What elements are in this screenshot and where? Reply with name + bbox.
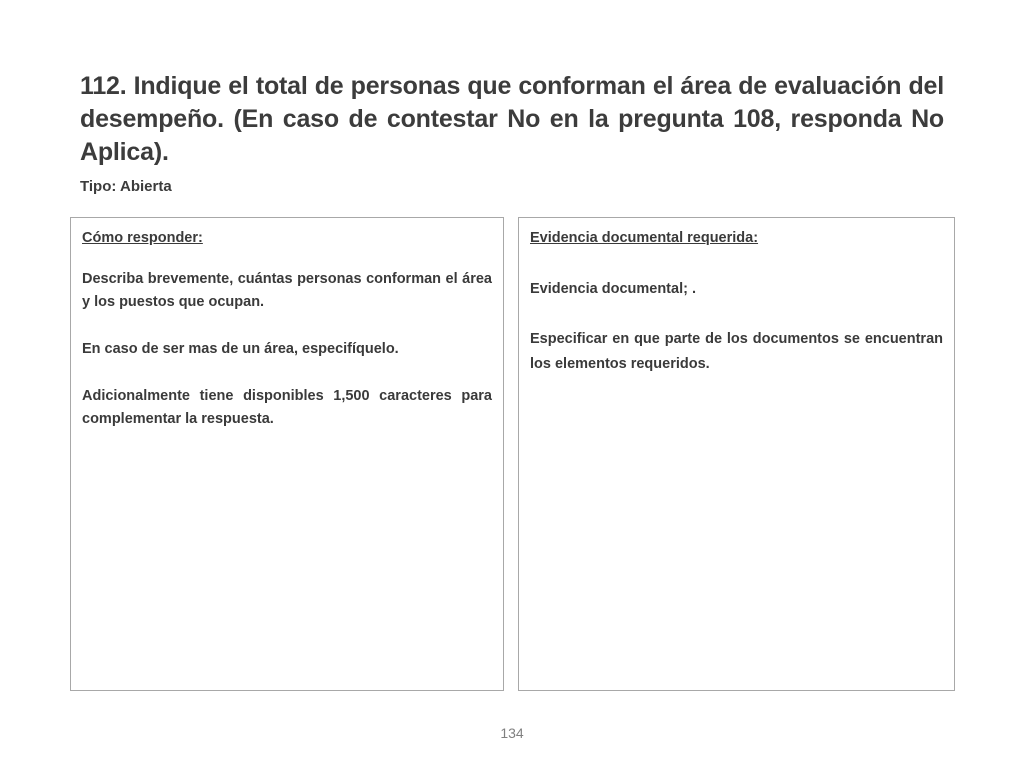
required-evidence-content: [530, 228, 943, 377]
how-to-answer-panel: [70, 217, 504, 691]
required-evidence-heading: Evidencia documental requerida:: [530, 230, 759, 246]
required-evidence-paragraph: Evidencia documental; .: [530, 281, 696, 297]
how-to-answer-paragraph: En caso de ser mas de un área, especifíquelo.: [82, 341, 399, 357]
required-evidence-panel: [518, 217, 955, 691]
required-evidence-paragraph: Especificar en que parte de los documentos se encuentran los elementos requeridos.: [530, 331, 943, 372]
how-to-answer-content: [82, 228, 492, 431]
question-title: 112. Indique el total de personas que conforman el área de evaluación del desempeño. (En caso de contestar No en la pregunta 108, responda No Aplica).: [80, 72, 944, 166]
how-to-answer-paragraph: Adicionalmente tiene disponibles 1,500 caracteres para complementar la respuesta.: [82, 388, 492, 427]
how-to-answer-paragraph: Describa brevemente, cuántas personas conforman el área y los puestos que ocupan.: [82, 271, 492, 310]
page-number: 134: [500, 725, 524, 741]
question-type-label: Tipo: Abierta: [80, 178, 172, 195]
how-to-answer-heading: Cómo responder:: [82, 230, 203, 246]
